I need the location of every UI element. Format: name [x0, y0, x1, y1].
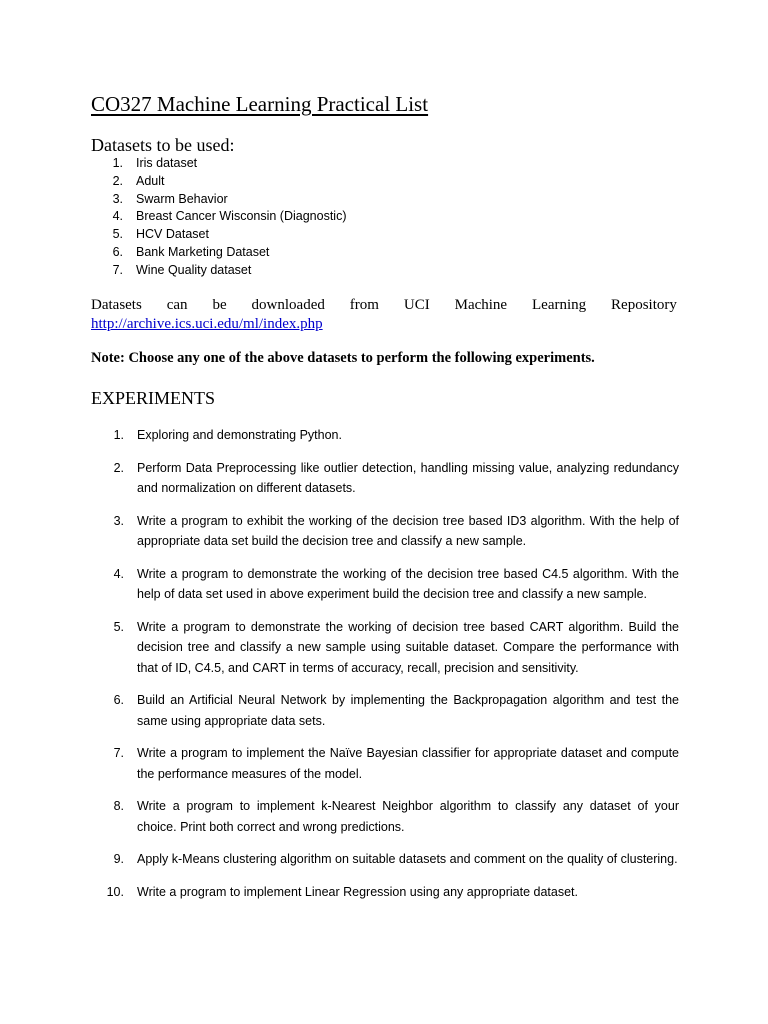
list-item	[91, 882, 679, 903]
list-item	[91, 743, 679, 784]
list-item	[91, 226, 347, 244]
download-paragraph	[91, 296, 677, 334]
experiments-list	[91, 425, 679, 914]
list-item-number: 5.	[112, 227, 123, 242]
list-item-text: Perform Data Preprocessing like outlier detection, handling missing value, analyzing redundancy and normalization on different datasets.	[137, 460, 679, 495]
list-item	[91, 617, 679, 679]
list-item-number: 2.	[113, 460, 124, 475]
list-item-number: 3.	[112, 191, 123, 206]
list-item-number: 7.	[113, 746, 124, 760]
download-text	[91, 296, 677, 315]
list-item	[91, 262, 347, 280]
list-item-number: 5.	[113, 619, 124, 634]
list-item	[91, 244, 347, 262]
experiments-heading: EXPERIMENTS	[91, 388, 216, 408]
list-item	[91, 155, 347, 173]
list-item-label: HCV Dataset	[136, 227, 209, 242]
download-word: downloaded	[251, 297, 325, 313]
list-item	[91, 690, 679, 731]
list-item-label: Bank Marketing Dataset	[136, 244, 270, 259]
download-word: can	[166, 297, 188, 313]
list-item-number: 4.	[113, 566, 124, 581]
datasets-heading: Datasets to be used:	[91, 135, 235, 155]
list-item	[91, 191, 347, 209]
list-item-text: Apply k-Means clustering algorithm on suitable datasets and comment on the quality of clustering.	[137, 852, 678, 866]
uci-repository-link[interactable]: http://archive.ics.uci.edu/ml/index.php	[91, 316, 323, 332]
list-item-number: 6.	[112, 244, 123, 259]
list-item	[91, 425, 679, 446]
list-item	[91, 458, 679, 499]
list-item-text: Write a program to demonstrate the working of the decision tree based C4.5 algorithm. With the help of data set used in above experiment build the decision tree and classify a new sample.	[137, 566, 679, 601]
list-item-text: Write a program to implement k-Nearest Neighbor algorithm to classify any dataset of your choice. Print both correct and wrong predictions.	[137, 799, 679, 834]
list-item-text: Write a program to exhibit the working of the decision tree based ID3 algorithm. With the help of appropriate data set build the decision tree and classify a new sample.	[137, 513, 679, 548]
list-item-label: Breast Cancer Wisconsin (Diagnostic)	[136, 209, 347, 224]
download-word: Machine	[454, 297, 508, 313]
list-item-number: 2.	[112, 173, 123, 188]
list-item-text: Exploring and demonstrating Python.	[137, 428, 342, 442]
datasets-list	[91, 155, 347, 280]
list-item-number: 1.	[112, 156, 123, 170]
list-item-label: Adult	[136, 173, 165, 188]
list-item-number: 6.	[113, 693, 124, 707]
list-item	[91, 208, 347, 226]
download-word: UCI	[403, 297, 430, 313]
list-item-number: 7.	[112, 262, 123, 277]
list-item-text: Build an Artificial Neural Network by implementing the Backpropagation algorithm and test the same using appropriate data sets.	[137, 693, 679, 728]
list-item-number: 4.	[112, 209, 123, 224]
download-word: be	[212, 297, 227, 313]
page-title: CO327 Machine Learning Practical List	[91, 92, 429, 116]
list-item-text: Write a program to implement Linear Regression using any appropriate dataset.	[137, 884, 578, 899]
list-item-text: Write a program to implement the Naïve Bayesian classifier for appropriate dataset and compute the performance measures of the model.	[137, 746, 679, 781]
list-item-number: 9.	[113, 852, 124, 866]
list-item	[91, 511, 679, 552]
list-item	[91, 564, 679, 605]
list-item	[91, 796, 679, 837]
list-item-label: Swarm Behavior	[136, 191, 228, 206]
note-text: Note: Choose any one of the above datasets to perform the following experiments.	[91, 350, 595, 366]
download-word: from	[349, 297, 379, 313]
list-item-label: Wine Quality dataset	[136, 262, 252, 277]
list-item-number: 1.	[113, 428, 124, 442]
list-item	[91, 173, 347, 191]
download-word: Learning	[532, 297, 587, 313]
list-item	[91, 849, 679, 870]
download-word: Repository	[611, 297, 677, 313]
list-item-number: 10.	[106, 884, 124, 899]
list-item-label: Iris dataset	[136, 156, 198, 170]
download-word: Datasets	[91, 297, 142, 313]
list-item-number: 8.	[113, 799, 124, 813]
list-item-text: Write a program to demonstrate the working of decision tree based CART algorithm. Build the decision tree and classify a new sample using suitable dataset. Compare the performance with that of ID, C4.5, and CART in terms of accuracy, recall, precision and sensitivity.	[137, 619, 679, 675]
list-item-number: 3.	[113, 513, 124, 528]
